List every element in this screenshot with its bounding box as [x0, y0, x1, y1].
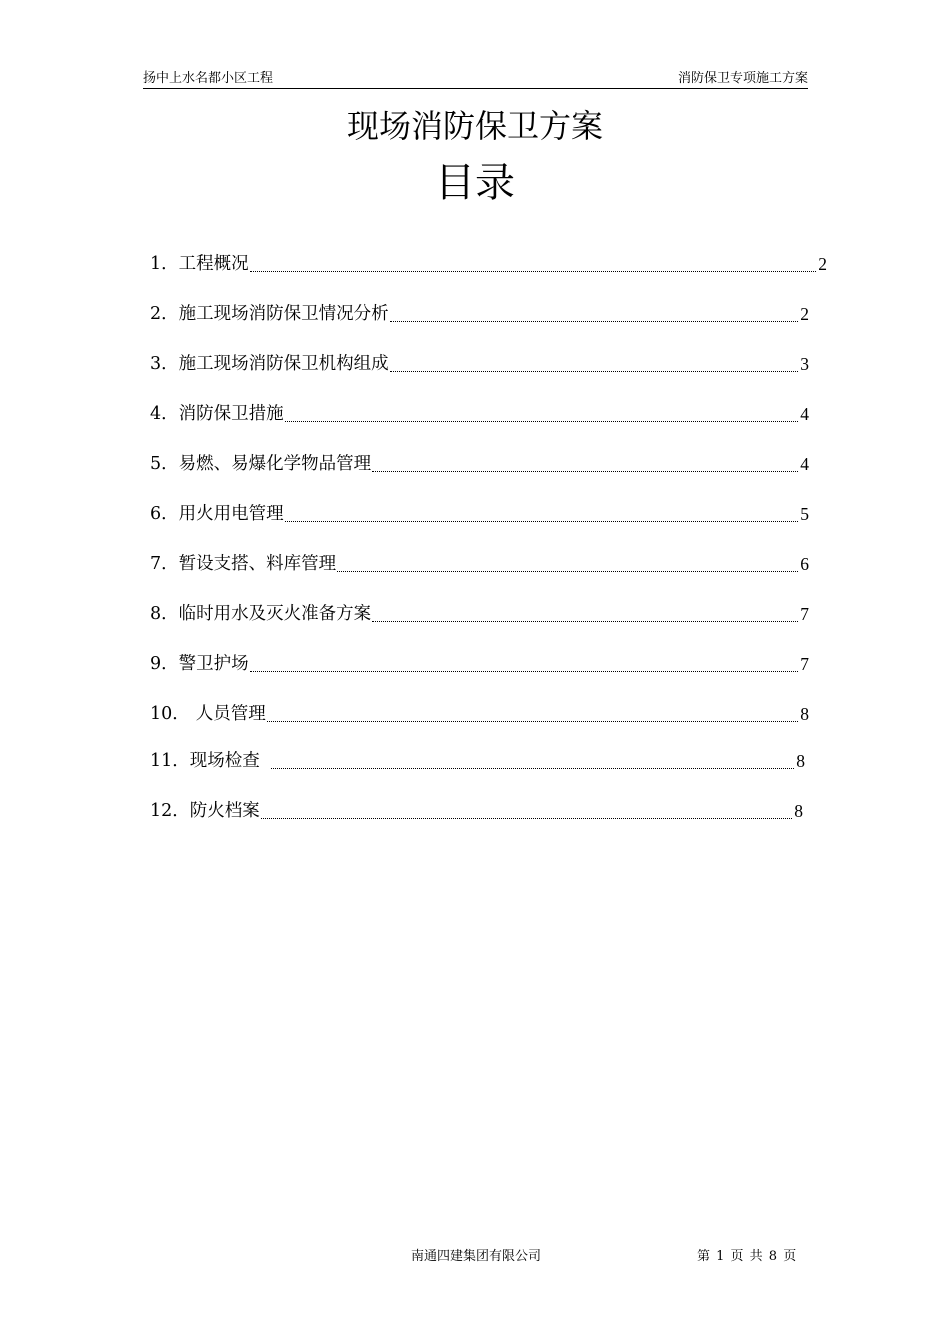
toc-entry[interactable]: [150, 401, 809, 427]
toc-entry-number: 3．: [150, 354, 179, 374]
toc-entry[interactable]: [150, 551, 809, 577]
toc-entry-number: 5．: [150, 454, 179, 474]
toc-entry[interactable]: [150, 748, 805, 774]
toc-entry-label: 用火用电管理: [178, 504, 284, 524]
toc-entry[interactable]: [150, 651, 809, 677]
toc-entry-page: 8: [794, 801, 803, 821]
toc-entry-number: 2．: [150, 304, 179, 324]
toc-entry-label: 消防保卫措施: [178, 404, 284, 424]
toc-entry-label: 临时用水及灭火准备方案: [178, 604, 372, 624]
header-document-type: 消防保卫专项施工方案: [677, 71, 808, 86]
toc-heading: 目录: [435, 160, 515, 206]
toc-entry[interactable]: [150, 601, 809, 627]
toc-dot-leader: [285, 501, 799, 527]
toc-entry-page: 4: [800, 404, 809, 424]
toc-entry-label: 警卫护场: [178, 654, 249, 674]
toc-dot-leader: [267, 701, 798, 727]
toc-entry[interactable]: [150, 501, 809, 527]
toc-entry-label: 施工现场消防保卫机构组成: [178, 354, 389, 374]
toc-entry-number: 1．: [150, 254, 179, 274]
toc-dot-leader: [250, 251, 817, 277]
toc-entry-page: 8: [800, 704, 809, 724]
document-title: 现场消防保卫方案: [346, 107, 603, 145]
toc-dot-leader: [285, 401, 799, 427]
header-project-name: 扬中上水名都小区工程: [143, 71, 274, 86]
toc-entry-label: 暂设支搭、料库管理: [178, 554, 337, 574]
toc-entry-label: 易燃、易爆化学物品管理: [178, 454, 372, 474]
toc-dot-leader: [372, 451, 798, 477]
toc-dot-leader: [390, 301, 799, 327]
footer-page-number: 第 1 页 共 8 页: [697, 1249, 797, 1264]
toc-entry[interactable]: [150, 701, 809, 727]
toc-entry-page: 5: [800, 504, 809, 524]
toc-entry[interactable]: [150, 301, 809, 327]
toc-dot-leader: [261, 798, 792, 824]
toc-entry[interactable]: [150, 251, 827, 277]
toc-dot-leader: [271, 748, 794, 774]
toc-entry-number: 11．: [150, 751, 190, 771]
toc-entry-number: 12．: [150, 801, 190, 821]
toc-entry-page: 7: [800, 654, 809, 674]
toc-entry-number: 10．: [150, 704, 190, 724]
toc-entry-label: 工程概况: [178, 254, 249, 274]
toc-entry-number: 6．: [150, 504, 179, 524]
toc-entry-label: 现场检查: [189, 751, 266, 771]
toc-entry-label: 防火档案: [189, 801, 260, 821]
toc-entry-page: 7: [800, 604, 809, 624]
toc-entry-page: 4: [800, 454, 809, 474]
toc-entry-number: 7．: [150, 554, 179, 574]
toc-entry-number: 4．: [150, 404, 179, 424]
toc-dot-leader: [372, 601, 798, 627]
toc-entry-page: 6: [800, 554, 809, 574]
toc-entry-number: 8．: [150, 604, 179, 624]
toc-dot-leader: [390, 351, 799, 377]
toc-dot-leader: [250, 651, 799, 677]
footer-company-name: 南通四建集团有限公司: [411, 1249, 542, 1264]
toc-entry[interactable]: [150, 351, 809, 377]
toc-entry-label: 人员管理: [195, 704, 266, 724]
toc-dot-leader: [337, 551, 798, 577]
toc-entry-page: 3: [800, 354, 809, 374]
toc-entry[interactable]: [150, 798, 803, 824]
toc-entry-page: 2: [818, 254, 827, 274]
toc-entry-page: 8: [796, 751, 805, 771]
toc-entry-number: 9．: [150, 654, 179, 674]
toc-entry-label: 施工现场消防保卫情况分析: [178, 304, 389, 324]
toc-entry[interactable]: [150, 451, 809, 477]
toc-entry-page: 2: [800, 304, 809, 324]
